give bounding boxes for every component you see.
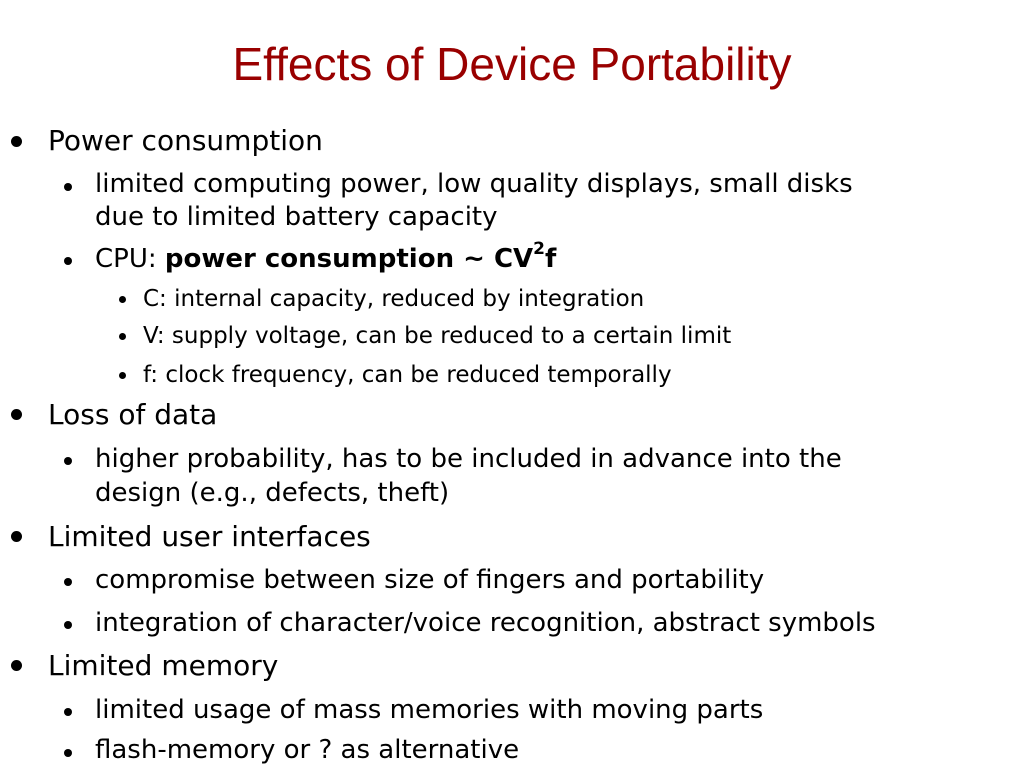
sub-bullet-limited-computing-line1: limited computing power, low quality displays, small disks	[95, 169, 853, 199]
bullet-loss-of-data: Loss of data	[48, 398, 218, 431]
sub-sub-bullet-capacity: C: internal capacity, reduced by integration	[143, 286, 645, 312]
sub-bullet-recognition-symbols: integration of character/voice recognition, abstract symbols	[95, 608, 876, 638]
sub-sub-bullet-frequency: f: clock frequency, can be reduced temporally	[143, 362, 672, 388]
cpu-formula-exponent: 2	[533, 239, 546, 260]
bullet-dot-icon	[64, 708, 72, 716]
sub-bullet-fingers-portability: compromise between size of fingers and portability	[95, 565, 765, 595]
bullet-dot-icon	[11, 660, 22, 671]
bullet-dot-icon	[64, 183, 72, 191]
sub-bullet-mass-memories: limited usage of mass memories with moving parts	[95, 695, 764, 725]
bullet-dot-icon	[11, 409, 22, 420]
bullet-limited-memory: Limited memory	[48, 649, 279, 682]
bullet-dot-icon	[11, 136, 22, 147]
bullet-power-consumption: Power consumption	[48, 124, 323, 157]
sub-bullet-cpu-formula	[95, 239, 557, 275]
bullet-dot-icon	[64, 578, 72, 586]
bullet-dot-icon	[11, 531, 22, 542]
cpu-formula	[164, 239, 557, 274]
bullet-dot-icon	[64, 457, 72, 465]
bullet-dot-icon	[119, 296, 126, 303]
sub-bullet-higher-probability-line2: design (e.g., defects, theft)	[95, 478, 450, 508]
bullet-dot-icon	[64, 621, 72, 629]
bullet-dot-icon	[119, 372, 126, 379]
cpu-formula-main: power consumption ~ CV	[164, 244, 534, 274]
sub-bullet-flash-memory: flash-memory or ? as alternative	[95, 735, 520, 765]
bullet-limited-user-interfaces: Limited user interfaces	[48, 520, 371, 553]
bullet-dot-icon	[64, 257, 72, 265]
sub-bullet-limited-computing-line2: due to limited battery capacity	[95, 202, 498, 232]
sub-sub-bullet-voltage: V: supply voltage, can be reduced to a certain limit	[143, 323, 732, 349]
bullet-dot-icon	[64, 749, 72, 757]
slide-title: Effects of Device Portability	[232, 38, 792, 90]
cpu-formula-end: f	[545, 244, 557, 274]
bullet-dot-icon	[119, 333, 126, 340]
cpu-label: CPU:	[95, 244, 165, 274]
sub-bullet-higher-probability-line1: higher probability, has to be included in advance into the	[95, 444, 842, 474]
